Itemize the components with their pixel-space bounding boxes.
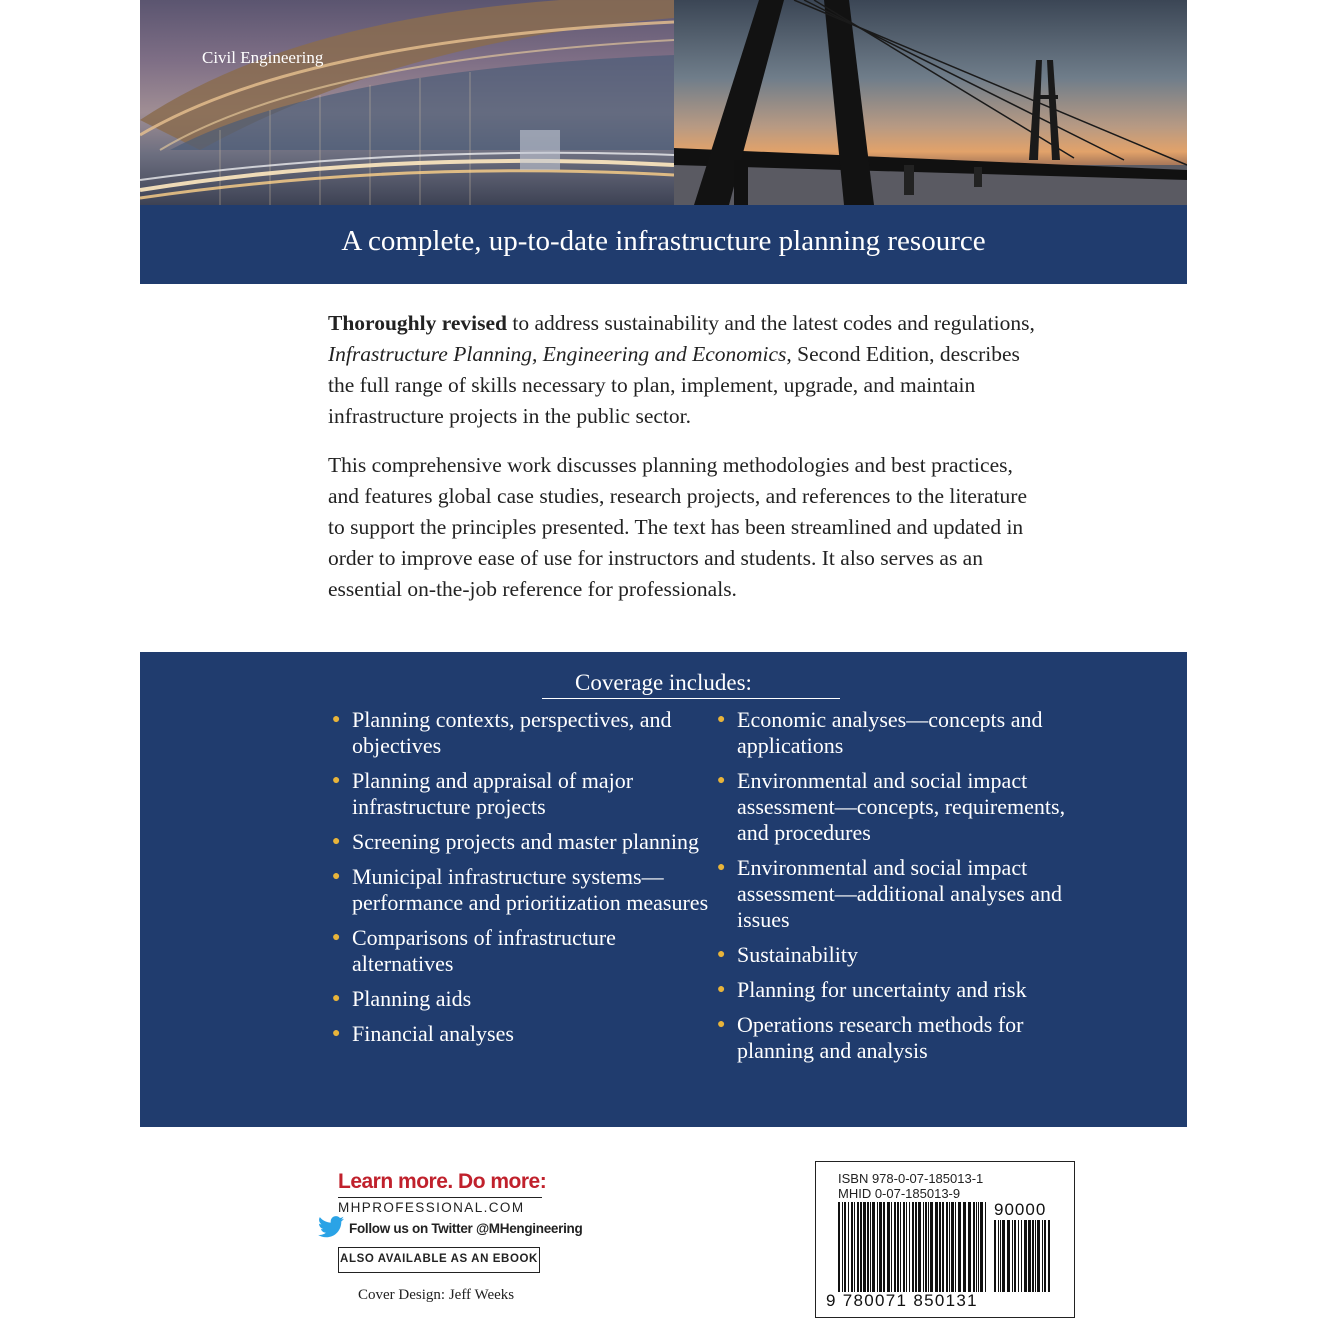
barcode-bar <box>872 1202 875 1292</box>
bridge-silhouette <box>674 0 1187 205</box>
coverage-item-text: Environmental and social impact assessment—concepts, requirements, and procedures <box>737 768 1066 845</box>
description-paragraph-1 <box>328 308 1048 432</box>
barcode-bar <box>1018 1220 1019 1292</box>
coverage-list-left <box>332 707 712 1056</box>
barcode-bar <box>870 1202 871 1292</box>
barcode-bar <box>897 1202 899 1292</box>
coverage-item-text: Planning for uncertainty and risk <box>737 977 1027 1002</box>
coverage-item <box>332 864 712 916</box>
coverage-item <box>332 768 712 820</box>
bullet-icon: ● <box>717 947 726 962</box>
barcode-digits: 9 780071 850131 <box>826 1291 978 1310</box>
ebook-badge: ALSO AVAILABLE AS AN EBOOK <box>338 1247 540 1273</box>
barcode-bar <box>951 1202 954 1292</box>
barcode-bar <box>925 1202 927 1292</box>
barcode-bar <box>958 1202 961 1292</box>
coverage-item <box>332 986 712 1012</box>
bullet-icon: ● <box>332 834 341 849</box>
barcode-bar <box>915 1202 917 1292</box>
barcode-bar <box>851 1202 853 1292</box>
barcode-bar <box>1000 1220 1001 1292</box>
coverage-item-text: Operations research methods for planning and analysis <box>737 1012 1024 1063</box>
barcode-bar <box>973 1202 975 1292</box>
description-paragraph-2: This comprehensive work discusses planning methodologies and best practices, and features global case studies, research projects, and references to the literature to support the principles presented. The text has been streamlined and updated in order to improve ease of use for instructors and students. It also serves as an essential on-the-job reference for professionals. <box>328 453 1028 601</box>
coverage-item-text: Financial analyses <box>352 1021 514 1046</box>
barcode-bar <box>949 1202 950 1292</box>
bullet-icon: ● <box>332 1026 341 1041</box>
barcode-bars <box>838 1202 990 1292</box>
coverage-item <box>332 707 712 759</box>
coverage-title: Coverage includes: <box>575 670 752 695</box>
barcode-bar <box>887 1202 890 1292</box>
cover-design-credit: Cover Design: Jeff Weeks <box>358 1287 515 1303</box>
isbn-barcode <box>815 1161 1075 1318</box>
barcode-bar <box>857 1202 859 1292</box>
learn-more-tagline: Learn more. Do more: <box>338 1170 547 1193</box>
barcode-bar <box>928 1202 929 1292</box>
bullet-icon: ● <box>332 712 341 727</box>
barcode-bar <box>935 1202 938 1292</box>
coverage-band <box>140 652 1187 1127</box>
barcode-bar <box>1048 1220 1050 1292</box>
description-text: to address sustainability and the latest codes and regulations, <box>507 311 1035 335</box>
barcode-bar <box>891 1202 892 1292</box>
bullet-icon: ● <box>717 773 726 788</box>
barcode-bar <box>883 1202 885 1292</box>
coverage-item-text: Municipal infrastructure systems—performance and prioritization measures <box>352 864 709 915</box>
barcode-bar <box>1007 1220 1010 1292</box>
coverage-item-text: Comparisons of infrastructure alternatives <box>352 925 616 976</box>
barcode-bar <box>838 1202 840 1292</box>
coverage-item <box>332 829 712 855</box>
isbn-number: ISBN 978-0-07-185013-1 <box>838 1171 984 1186</box>
barcode-bar <box>894 1202 896 1292</box>
coverage-item <box>717 1012 1097 1064</box>
barcode-bar <box>1014 1220 1016 1292</box>
coverage-item-text: Economic analyses—concepts and applications <box>737 707 1043 758</box>
barcode-bar <box>923 1202 924 1292</box>
barcode-bar <box>968 1202 971 1292</box>
coverage-item-text: Planning and appraisal of major infrastructure projects <box>352 768 634 819</box>
barcode-bar <box>985 1202 986 1292</box>
publisher-website-link[interactable]: MHPROFESSIONAL.COM <box>338 1200 525 1215</box>
twitter-bird-icon[interactable] <box>318 1216 344 1238</box>
barcode-bar <box>860 1202 862 1292</box>
barcode-bar <box>1044 1220 1046 1292</box>
headline: A complete, up-to-date infrastructure planning resource <box>341 225 986 257</box>
bullet-icon: ● <box>332 869 341 884</box>
barcode-bar <box>976 1202 977 1292</box>
barcode-price-code: 90000 <box>994 1200 1047 1219</box>
barcode-bar <box>1035 1220 1036 1292</box>
coverage-item-text: Planning aids <box>352 986 472 1011</box>
barcode-bar <box>1037 1220 1040 1292</box>
barcode-bar <box>848 1202 849 1292</box>
barcode-bar <box>1028 1220 1031 1292</box>
coverage-item <box>332 925 712 977</box>
coverage-item-text: Planning contexts, perspectives, and objectives <box>352 707 672 758</box>
barcode-bar <box>946 1202 948 1292</box>
bullet-icon: ● <box>717 860 726 875</box>
barcode-bar <box>863 1202 866 1292</box>
barcode-bar <box>1024 1220 1027 1292</box>
barcode-bar <box>877 1202 878 1292</box>
bullet-icon: ● <box>332 991 341 1006</box>
coverage-item <box>717 768 1097 846</box>
barcode-bar <box>867 1202 869 1292</box>
bullet-icon: ● <box>717 1017 726 1032</box>
bullet-icon: ● <box>717 982 726 997</box>
barcode-bar <box>942 1202 944 1292</box>
barcode-bar <box>930 1202 933 1292</box>
barcode-bar <box>906 1202 907 1292</box>
book-title: Infrastructure Planning, Engineering and Economics <box>328 342 787 366</box>
coverage-underline <box>542 698 840 699</box>
coverage-item <box>717 855 1097 933</box>
barcode-bar <box>1032 1220 1034 1292</box>
barcode-bar <box>994 1220 996 1292</box>
barcode-bar <box>1021 1220 1022 1292</box>
barcode-bar <box>963 1202 966 1292</box>
photo-caption: Civil Engineering <box>202 48 324 67</box>
bullet-icon: ● <box>332 930 341 945</box>
barcode-bar <box>903 1202 905 1292</box>
coverage-item <box>717 977 1097 1003</box>
barcode-bar <box>842 1202 843 1292</box>
barcode-bar <box>998 1220 999 1292</box>
bridge-photo <box>674 0 1187 205</box>
coverage-item <box>332 1021 712 1047</box>
barcode-bar <box>912 1202 914 1292</box>
airport-photo <box>140 0 674 205</box>
coverage-item-text: Screening projects and master planning <box>352 829 700 854</box>
barcode-bar <box>854 1202 855 1292</box>
barcode-bar <box>939 1202 941 1292</box>
bullet-icon: ● <box>717 712 726 727</box>
coverage-item-text: Sustainability <box>737 942 858 967</box>
coverage-list-right <box>717 707 1097 1073</box>
barcode-bar <box>978 1202 979 1292</box>
mhid-number: MHID 0-07-185013-9 <box>838 1186 961 1201</box>
airport-illustration <box>140 0 674 205</box>
barcode-bar <box>844 1202 846 1292</box>
barcode-bar <box>879 1202 882 1292</box>
coverage-item <box>717 707 1097 759</box>
barcode-bar <box>955 1202 956 1292</box>
coverage-item <box>717 942 1097 968</box>
barcode-bar <box>1042 1220 1043 1292</box>
barcode-bar <box>918 1202 921 1292</box>
headline-band <box>140 205 1187 284</box>
barcode-bar <box>900 1202 901 1292</box>
description-text: , Second Edition, describes the full range of skills necessary to plan, implement, upgrade, and maintain infrastructure projects in the public sector. <box>328 342 1020 428</box>
barcode-addon-bars <box>994 1220 1054 1292</box>
tagline-divider <box>338 1197 542 1198</box>
description-bold-lead: Thoroughly revised <box>328 311 508 335</box>
bullet-icon: ● <box>332 773 341 788</box>
barcode-bar <box>980 1202 983 1292</box>
coverage-item-text: Environmental and social impact assessment—additional analyses and issues <box>737 855 1063 932</box>
barcode-bar <box>1012 1220 1013 1292</box>
barcode-bar <box>1002 1220 1005 1292</box>
barcode-bar <box>909 1202 910 1292</box>
twitter-follow-link[interactable]: Follow us on Twitter @MHengineering <box>349 1221 583 1236</box>
